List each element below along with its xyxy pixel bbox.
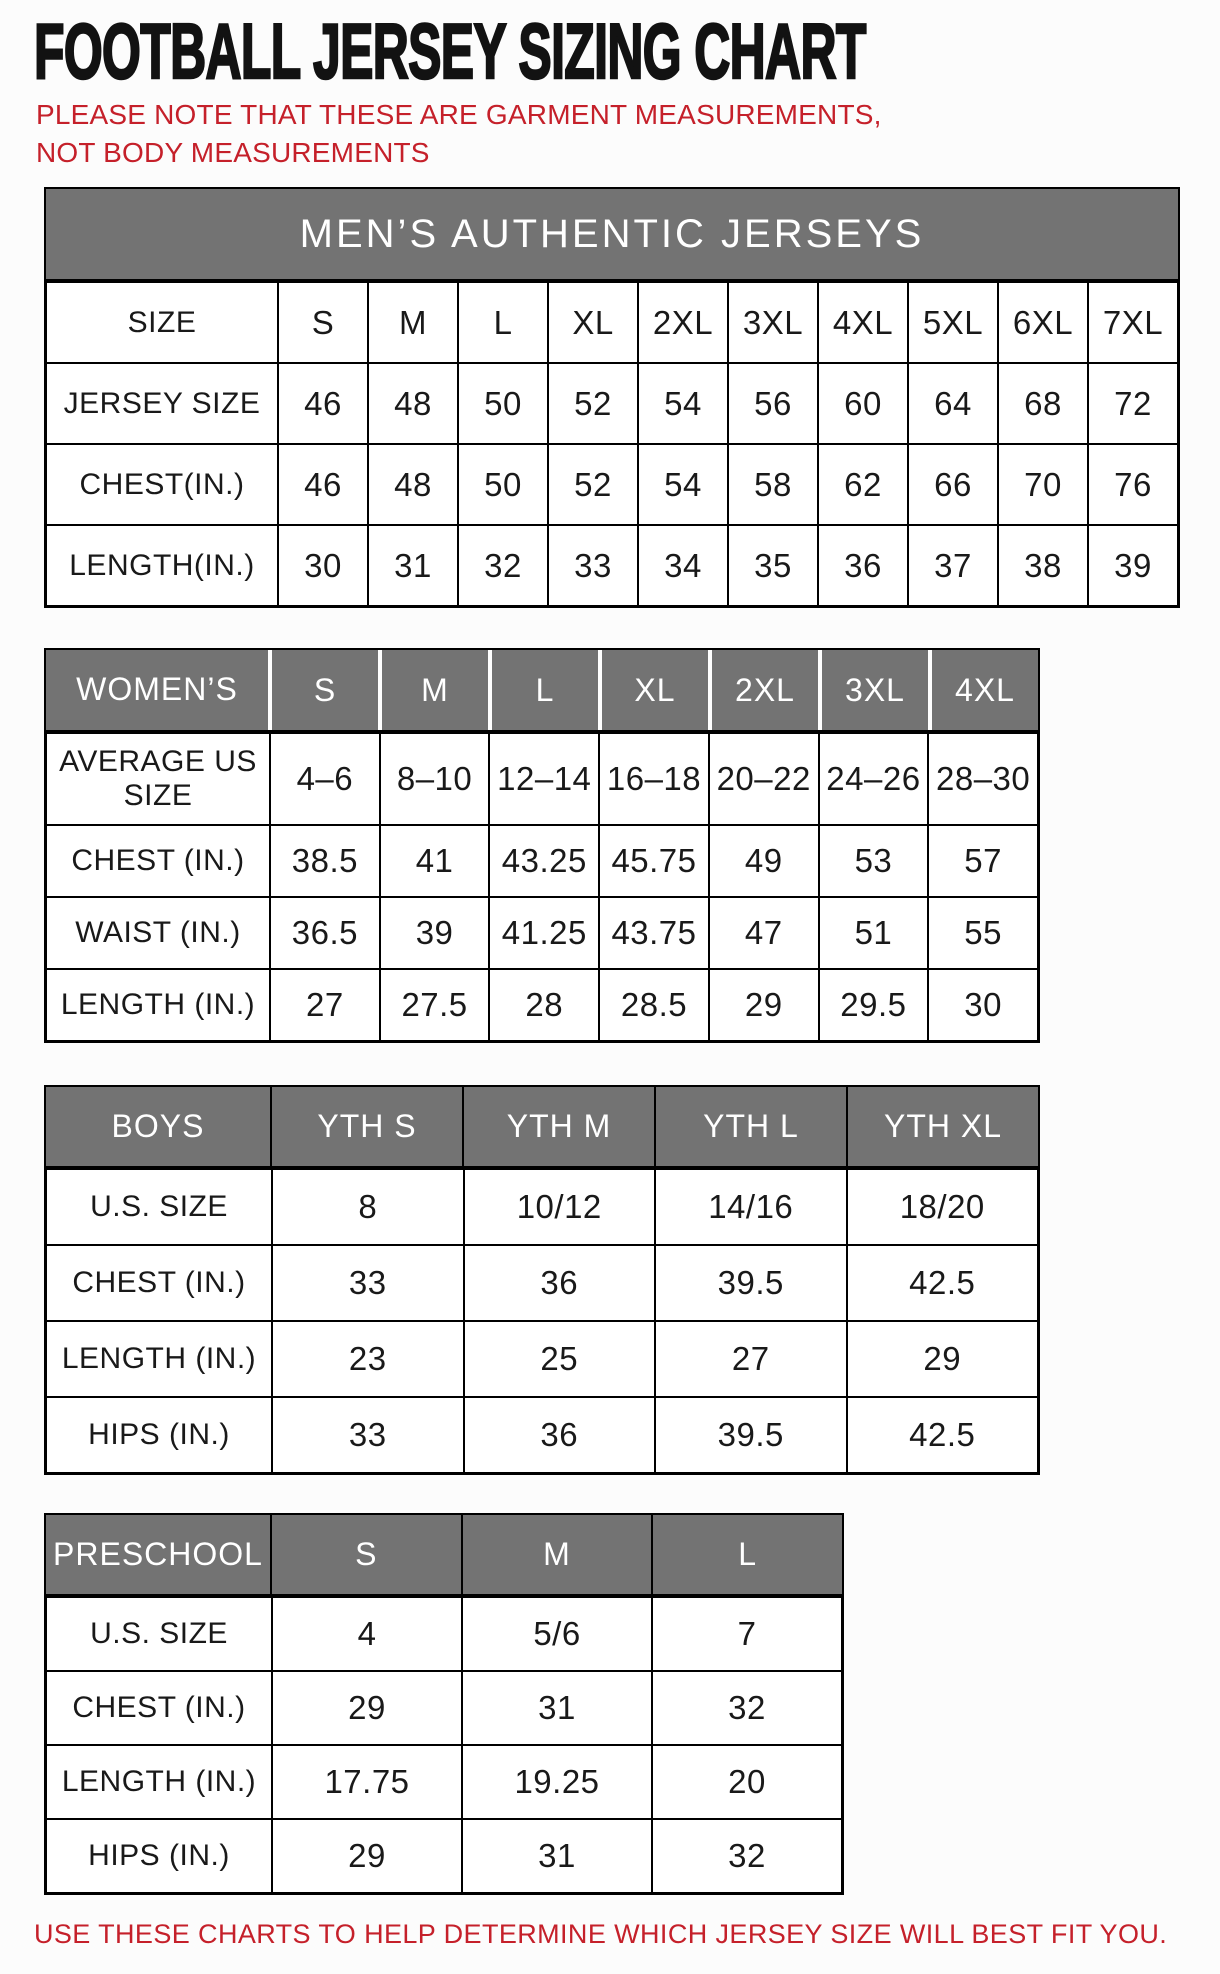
- mens-cell: 46: [279, 364, 367, 443]
- womens-row-label: LENGTH (IN.): [47, 970, 269, 1040]
- womens-column-header: 3XL: [822, 650, 928, 730]
- womens-cell: 43.75: [600, 898, 708, 968]
- boys-row: [47, 1398, 1037, 1472]
- mens-cell: XL: [549, 283, 637, 362]
- preschool-cell: 19.25: [463, 1746, 651, 1818]
- mens-cell: 4XL: [819, 283, 907, 362]
- mens-cell: 56: [729, 364, 817, 443]
- boys-column-header: YTH S: [272, 1087, 462, 1166]
- preschool-cell: 20: [653, 1746, 841, 1818]
- preschool-row-label: HIPS (IN.): [47, 1820, 271, 1892]
- womens-row: [47, 826, 1037, 896]
- preschool-cell: 29: [273, 1820, 461, 1892]
- mens-cell: 66: [909, 445, 997, 524]
- preschool-cell: 4: [273, 1598, 461, 1670]
- mens-cell: S: [279, 283, 367, 362]
- womens-grid: [44, 730, 1040, 1043]
- boys-row-label: CHEST (IN.): [47, 1246, 271, 1320]
- boys-cell: 18/20: [848, 1170, 1038, 1244]
- womens-cell: 28.5: [600, 970, 708, 1040]
- boys-cell: 29: [848, 1322, 1038, 1396]
- mens-cell: 72: [1089, 364, 1177, 443]
- mens-cell: 58: [729, 445, 817, 524]
- mens-cell: 39: [1089, 526, 1177, 605]
- mens-cell: 46: [279, 445, 367, 524]
- womens-cell: 57: [929, 826, 1037, 896]
- boys-row: [47, 1170, 1037, 1244]
- preschool-row: [47, 1820, 841, 1892]
- boys-row: [47, 1246, 1037, 1320]
- mens-cell: 50: [459, 445, 547, 524]
- mens-grid: [44, 279, 1180, 608]
- mens-cell: 34: [639, 526, 727, 605]
- preschool-row-label: LENGTH (IN.): [47, 1746, 271, 1818]
- preschool-row: [47, 1746, 841, 1818]
- womens-cell: 41.25: [490, 898, 598, 968]
- womens-row-label: CHEST (IN.): [47, 826, 269, 896]
- mens-cell: 3XL: [729, 283, 817, 362]
- boys-cell: 39.5: [656, 1246, 846, 1320]
- mens-cell: 36: [819, 526, 907, 605]
- womens-cell: 47: [710, 898, 818, 968]
- boys-row-label: HIPS (IN.): [47, 1398, 271, 1472]
- boys-cell: 14/16: [656, 1170, 846, 1244]
- boys-cell: 25: [465, 1322, 655, 1396]
- mens-cell: 5XL: [909, 283, 997, 362]
- boys-cell: 23: [273, 1322, 463, 1396]
- boys-cell: 10/12: [465, 1170, 655, 1244]
- preschool-row: [47, 1598, 841, 1670]
- womens-row: [47, 734, 1037, 824]
- footer-note: USE THESE CHARTS TO HELP DETERMINE WHICH JERSEY SIZE WILL BEST FIT YOU.: [34, 1919, 1168, 1950]
- mens-cell: 62: [819, 445, 907, 524]
- mens-row: [47, 526, 1177, 605]
- mens-row: [47, 445, 1177, 524]
- preschool-cell: 29: [273, 1672, 461, 1744]
- mens-row-label: SIZE: [47, 283, 277, 362]
- boys-cell: 27: [656, 1322, 846, 1396]
- mens-cell: 76: [1089, 445, 1177, 524]
- womens-cell: 55: [929, 898, 1037, 968]
- boys-cell: 36: [465, 1246, 655, 1320]
- boys-row: [47, 1322, 1037, 1396]
- boys-cell: 8: [273, 1170, 463, 1244]
- womens-row-label: WAIST (IN.): [47, 898, 269, 968]
- mens-banner: MEN’S AUTHENTIC JERSEYS: [44, 187, 1180, 279]
- mens-cell: 70: [999, 445, 1087, 524]
- mens-cell: 60: [819, 364, 907, 443]
- preschool-cell: 7: [653, 1598, 841, 1670]
- womens-column-header: XL: [602, 650, 708, 730]
- mens-cell: 33: [549, 526, 637, 605]
- womens-row: [47, 970, 1037, 1040]
- womens-cell: 38.5: [271, 826, 379, 896]
- boys-column-header: YTH L: [656, 1087, 846, 1166]
- page-title: FOOTBALL JERSEY SIZING CHART: [34, 7, 866, 95]
- womens-header-label: WOMEN’S: [46, 650, 268, 730]
- preschool-cell: 31: [463, 1672, 651, 1744]
- boys-row-label: U.S. SIZE: [47, 1170, 271, 1244]
- boys-column-header: YTH M: [464, 1087, 654, 1166]
- preschool-cell: 31: [463, 1820, 651, 1892]
- preschool-cell: 32: [653, 1672, 841, 1744]
- womens-cell: 4–6: [271, 734, 379, 824]
- womens-row-label: AVERAGE US SIZE: [47, 734, 269, 824]
- boys-header-row: [44, 1085, 1040, 1166]
- preschool-header-row: [44, 1513, 844, 1594]
- womens-cell: 41: [381, 826, 489, 896]
- mens-cell: 54: [639, 364, 727, 443]
- womens-table: [44, 648, 1040, 1043]
- mens-cell: 64: [909, 364, 997, 443]
- mens-cell: 52: [549, 364, 637, 443]
- womens-cell: 30: [929, 970, 1037, 1040]
- mens-row-label: JERSEY SIZE: [47, 364, 277, 443]
- womens-cell: 28–30: [929, 734, 1037, 824]
- womens-column-header: 4XL: [932, 650, 1038, 730]
- mens-cell: 2XL: [639, 283, 727, 362]
- womens-cell: 29.5: [820, 970, 928, 1040]
- boys-cell: 42.5: [848, 1246, 1038, 1320]
- womens-row: [47, 898, 1037, 968]
- garment-note: PLEASE NOTE THAT THESE ARE GARMENT MEASUREMENTS, NOT BODY MEASUREMENTS: [36, 99, 882, 168]
- mens-cell: 30: [279, 526, 367, 605]
- womens-cell: 24–26: [820, 734, 928, 824]
- preschool-grid: [44, 1594, 844, 1895]
- womens-column-header: M: [382, 650, 488, 730]
- womens-header-row: [44, 648, 1040, 730]
- preschool-column-header: L: [653, 1515, 842, 1594]
- womens-cell: 36.5: [271, 898, 379, 968]
- womens-cell: 43.25: [490, 826, 598, 896]
- womens-column-header: S: [272, 650, 378, 730]
- preschool-cell: 32: [653, 1820, 841, 1892]
- preschool-row: [47, 1672, 841, 1744]
- womens-cell: 8–10: [381, 734, 489, 824]
- mens-cell: 32: [459, 526, 547, 605]
- mens-cell: 7XL: [1089, 283, 1177, 362]
- womens-column-header: 2XL: [712, 650, 818, 730]
- mens-row-label: CHEST(IN.): [47, 445, 277, 524]
- womens-cell: 39: [381, 898, 489, 968]
- boys-column-header: YTH XL: [848, 1087, 1038, 1166]
- mens-row: [47, 364, 1177, 443]
- womens-cell: 51: [820, 898, 928, 968]
- preschool-column-header: M: [463, 1515, 652, 1594]
- preschool-cell: 17.75: [273, 1746, 461, 1818]
- mens-cell: 6XL: [999, 283, 1087, 362]
- preschool-row-label: U.S. SIZE: [47, 1598, 271, 1670]
- mens-cell: 52: [549, 445, 637, 524]
- womens-cell: 29: [710, 970, 818, 1040]
- mens-cell: 48: [369, 364, 457, 443]
- womens-cell: 20–22: [710, 734, 818, 824]
- mens-cell: 35: [729, 526, 817, 605]
- womens-cell: 16–18: [600, 734, 708, 824]
- mens-cell: 37: [909, 526, 997, 605]
- preschool-header-label: PRESCHOOL: [46, 1515, 270, 1594]
- preschool-row-label: CHEST (IN.): [47, 1672, 271, 1744]
- mens-row: [47, 283, 1177, 362]
- womens-column-header: L: [492, 650, 598, 730]
- boys-cell: 39.5: [656, 1398, 846, 1472]
- womens-cell: 45.75: [600, 826, 708, 896]
- mens-cell: 38: [999, 526, 1087, 605]
- boys-cell: 36: [465, 1398, 655, 1472]
- mens-cell: L: [459, 283, 547, 362]
- boys-cell: 33: [273, 1246, 463, 1320]
- boys-cell: 42.5: [848, 1398, 1038, 1472]
- mens-cell: 50: [459, 364, 547, 443]
- boys-header-label: BOYS: [46, 1087, 270, 1166]
- mens-cell: 48: [369, 445, 457, 524]
- womens-cell: 12–14: [490, 734, 598, 824]
- womens-cell: 27: [271, 970, 379, 1040]
- preschool-cell: 5/6: [463, 1598, 651, 1670]
- mens-row-label: LENGTH(IN.): [47, 526, 277, 605]
- mens-cell: 68: [999, 364, 1087, 443]
- womens-cell: 53: [820, 826, 928, 896]
- boys-cell: 33: [273, 1398, 463, 1472]
- preschool-column-header: S: [272, 1515, 461, 1594]
- boys-row-label: LENGTH (IN.): [47, 1322, 271, 1396]
- mens-cell: 31: [369, 526, 457, 605]
- preschool-table: [44, 1513, 844, 1895]
- boys-table: [44, 1085, 1040, 1475]
- mens-cell: 54: [639, 445, 727, 524]
- womens-cell: 27.5: [381, 970, 489, 1040]
- womens-cell: 49: [710, 826, 818, 896]
- mens-cell: M: [369, 283, 457, 362]
- womens-cell: 28: [490, 970, 598, 1040]
- boys-grid: [44, 1166, 1040, 1475]
- mens-table: [44, 187, 1180, 608]
